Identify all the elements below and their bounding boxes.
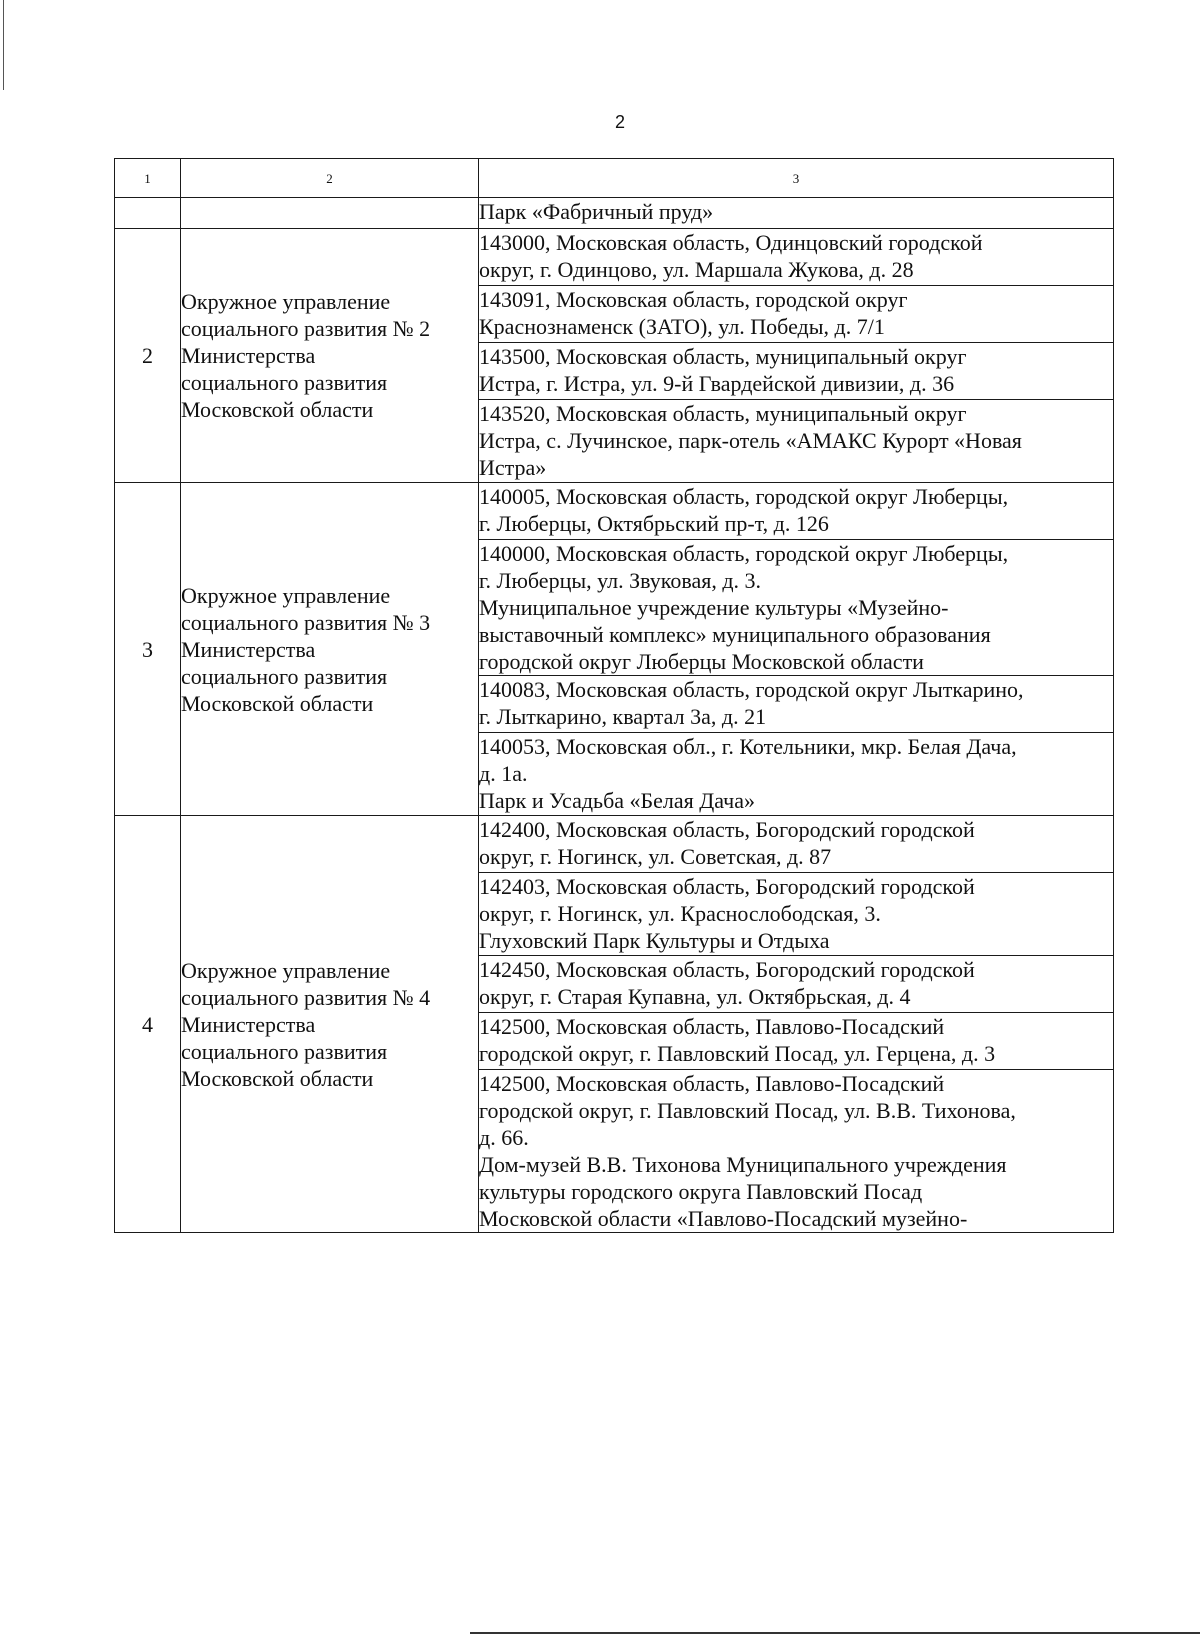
text-line: Окружное управление (181, 957, 391, 983)
text-line: Московской области «Павлово-Посадский музейно- (479, 1206, 968, 1231)
text-line: Краснознаменск (ЗАТО), ул. Победы, д. 7/1 (479, 314, 885, 339)
text-line: 140083, Московская область, городской округ Лыткарино, (479, 677, 1024, 702)
text-line: Министерства (181, 343, 316, 368)
text-line: округ, г. Старая Купавна, ул. Октябрьская, д. 4 (479, 984, 911, 1009)
address-cell (479, 733, 1114, 816)
page-number: 2 (614, 112, 625, 132)
text-line: округ, г. Ногинск, ул. Краснослободская, 3. (479, 901, 881, 926)
text-line: д. 1а. (479, 761, 528, 786)
address-cell (479, 229, 1114, 286)
text-line: Окружное управление (181, 582, 391, 608)
address-cell (479, 816, 1114, 873)
department-cell (181, 483, 479, 816)
text-line: округ, г. Одинцово, ул. Маршала Жукова, д. 28 (479, 257, 914, 282)
text-line: Глуховский Парк Культуры и Отдыха (479, 928, 830, 953)
text-line: социального развития (181, 1038, 388, 1064)
table-header-row (115, 159, 1114, 198)
text-line: 143500, Московская область, муниципальный округ (479, 344, 967, 369)
text-line: округ, г. Ногинск, ул. Советская, д. 87 (479, 844, 832, 869)
text-line: Истра, с. Лучинское, парк-отель «АМАКС Курорт «Новая (479, 428, 1022, 453)
text-line: 142400, Московская область, Богородский городской (479, 817, 975, 842)
address-cell (479, 676, 1114, 733)
text-line: Московской области (181, 1065, 374, 1091)
text-line: 140000, Московская область, городской округ Люберцы, (479, 541, 1009, 566)
row-number-cell: 4 (115, 816, 181, 1233)
column-header: 3 (479, 159, 1114, 198)
text-line: 140053, Московская обл., г. Котельники, мкр. Белая Дача, (479, 734, 1017, 759)
department-cell (181, 198, 479, 229)
text-line: городской округ Люберцы Московской области (479, 649, 924, 674)
text-line: г. Люберцы, ул. Звуковая, д. 3. (479, 568, 762, 593)
row-number-cell: 3 (115, 483, 181, 816)
text-line: Окружное управление (181, 289, 391, 314)
text-line: городской округ, г. Павловский Посад, ул. Герцена, д. 3 (479, 1041, 996, 1066)
address-cell (479, 343, 1114, 400)
text-line: выставочный комплекс» муниципального образования (479, 622, 991, 647)
text-line: 142403, Московская область, Богородский городской (479, 874, 975, 899)
bottom-rule (470, 1632, 1200, 1634)
text-line: д. 66. (479, 1125, 529, 1150)
text-line: Истра, г. Истра, ул. 9-й Гвардейской дивизии, д. 36 (479, 371, 955, 396)
text-line: социального развития (181, 370, 388, 395)
address-cell (479, 873, 1114, 956)
address-cell (479, 198, 1114, 229)
address-cell (479, 400, 1114, 483)
row-number-cell (115, 198, 181, 229)
address-cell (479, 956, 1114, 1013)
table-row (115, 816, 1114, 873)
address-cell (479, 1013, 1114, 1070)
text-line: г. Люберцы, Октябрьский пр-т, д. 126 (479, 511, 829, 536)
table-row (115, 198, 1114, 229)
text-line: Парк «Фабричный пруд» (479, 199, 714, 224)
text-line: Министерства (181, 1011, 316, 1037)
department-cell (181, 229, 479, 483)
text-line: г. Лыткарино, квартал 3а, д. 21 (479, 704, 767, 729)
text-line: социального развития № 2 (181, 316, 431, 341)
address-cell (479, 540, 1114, 676)
text-line: 142500, Московская область, Павлово-Посадский (479, 1071, 945, 1096)
text-line: социального развития № 3 (181, 609, 431, 635)
address-table (114, 158, 1114, 1233)
address-cell (479, 483, 1114, 540)
table-row (115, 229, 1114, 286)
text-line: Московской области (181, 690, 374, 716)
column-header: 2 (181, 159, 479, 198)
page-edge-mark (0, 0, 4, 90)
table-body (115, 198, 1114, 1233)
row-number-cell: 2 (115, 229, 181, 483)
text-line: городской округ, г. Павловский Посад, ул. В.В. Тихонова, (479, 1098, 1016, 1123)
address-cell (479, 286, 1114, 343)
text-line: 140005, Московская область, городской округ Люберцы, (479, 484, 1009, 509)
text-line: Парк и Усадьба «Белая Дача» (479, 788, 756, 813)
column-header: 1 (115, 159, 181, 198)
text-line: 143000, Московская область, Одинцовский городской (479, 230, 983, 255)
text-line: Московской области (181, 397, 374, 422)
text-line: 142500, Московская область, Павлово-Посадский (479, 1014, 945, 1039)
text-line: 142450, Московская область, Богородский городской (479, 957, 975, 982)
department-cell (181, 816, 479, 1233)
text-line: социального развития № 4 (181, 984, 431, 1010)
table-row (115, 483, 1114, 540)
text-line: 143091, Московская область, городской округ (479, 287, 908, 312)
text-line: социального развития (181, 663, 388, 689)
text-line: Муниципальное учреждение культуры «Музейно- (479, 595, 949, 620)
text-line: культуры городского округа Павловский Посад (479, 1179, 923, 1204)
text-line: Истра» (479, 455, 547, 480)
text-line: 143520, Московская область, муниципальный округ (479, 401, 967, 426)
text-line: Дом-музей В.В. Тихонова Муниципального учреждения (479, 1152, 1007, 1177)
text-line: Министерства (181, 636, 316, 662)
address-cell (479, 1070, 1114, 1233)
